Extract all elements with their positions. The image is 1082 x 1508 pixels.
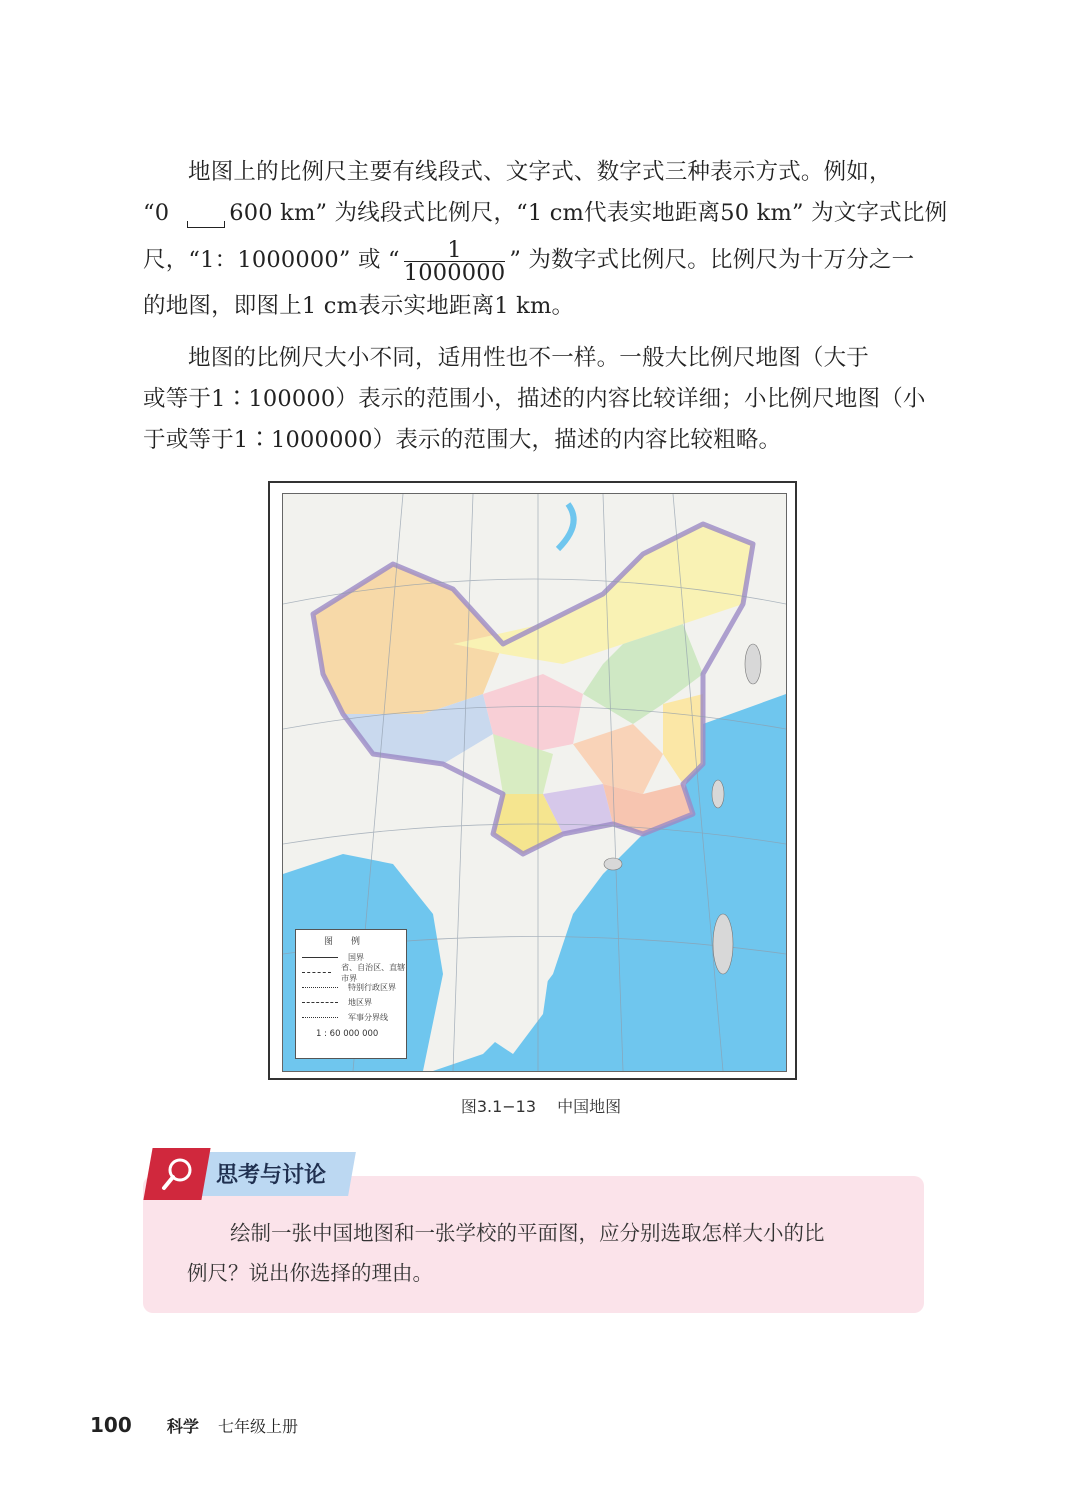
- caption-title: 中国地图: [557, 1097, 622, 1116]
- figure-caption: [0, 1094, 1082, 1117]
- text-line: 或等于1∶100000）表示的范围小，描述的内容比较详细；小比例尺地图（小: [143, 386, 926, 412]
- text-segment: 尺，“1：1000000” 或 “: [143, 247, 400, 273]
- fraction-denominator: 1000000: [403, 259, 506, 286]
- legend-title: 图例: [323, 937, 378, 947]
- discussion-header: [148, 1148, 350, 1200]
- text-line: 例尺？说出你选择的理由。: [187, 1261, 433, 1285]
- fraction-numerator: 1: [404, 239, 506, 262]
- text-line: 地图的比例尺大小不同，适用性也不一样。一般大比例尺地图（大于: [188, 345, 870, 371]
- text-line: [143, 234, 925, 286]
- line-scale-bar: [169, 202, 229, 222]
- fraction-scale: [403, 236, 506, 286]
- legend-item: 军事分界线: [296, 1010, 406, 1025]
- scale-zero: “0: [143, 200, 170, 226]
- paragraph-scale-usage: [143, 338, 925, 461]
- legend-item: 国界: [296, 950, 406, 965]
- scale-end: 600 km: [229, 200, 316, 226]
- legend-item: 地区界: [296, 995, 406, 1010]
- discussion-title: 思考与讨论: [216, 1163, 327, 1188]
- paragraph-scale-types: [143, 152, 948, 327]
- legend-item: 特别行政区界: [296, 980, 406, 995]
- legend-scale: 1 : 60 000 000: [316, 1029, 379, 1039]
- subject-label: 科学: [166, 1417, 199, 1436]
- map-legend: [295, 929, 407, 1059]
- text-line: 绘制一张中国地图和一张学校的平面图，应分别选取怎样大小的比: [230, 1221, 825, 1245]
- china-map-figure: [268, 481, 797, 1080]
- text-line: 地图上的比例尺主要有线段式、文字式、数字式三种表示方式。例如，: [188, 159, 892, 185]
- text-line: [143, 193, 948, 234]
- caption-number: 图3.1−13: [460, 1097, 537, 1116]
- text-line: 的地图，即图上1 cm表示实地距离1 km。: [143, 293, 575, 319]
- page-number: 100: [90, 1413, 132, 1437]
- legend-item: 省、自治区、直辖市界: [296, 965, 406, 980]
- text-line: 于或等于1∶1000000）表示的范围大，描述的内容比较粗略。: [143, 427, 782, 453]
- grade-label: 七年级上册: [217, 1417, 298, 1436]
- map-image: [282, 493, 787, 1072]
- text-segment: ” 为线段式比例尺，“1 cm代表实地距离50 km” 为文字式比例: [315, 200, 948, 226]
- magnifier-icon: [143, 1148, 210, 1200]
- page-footer: [90, 1413, 298, 1437]
- text-segment: ” 为数字式比例尺。比例尺为十万分之一: [509, 247, 915, 273]
- discussion-question: [187, 1213, 887, 1293]
